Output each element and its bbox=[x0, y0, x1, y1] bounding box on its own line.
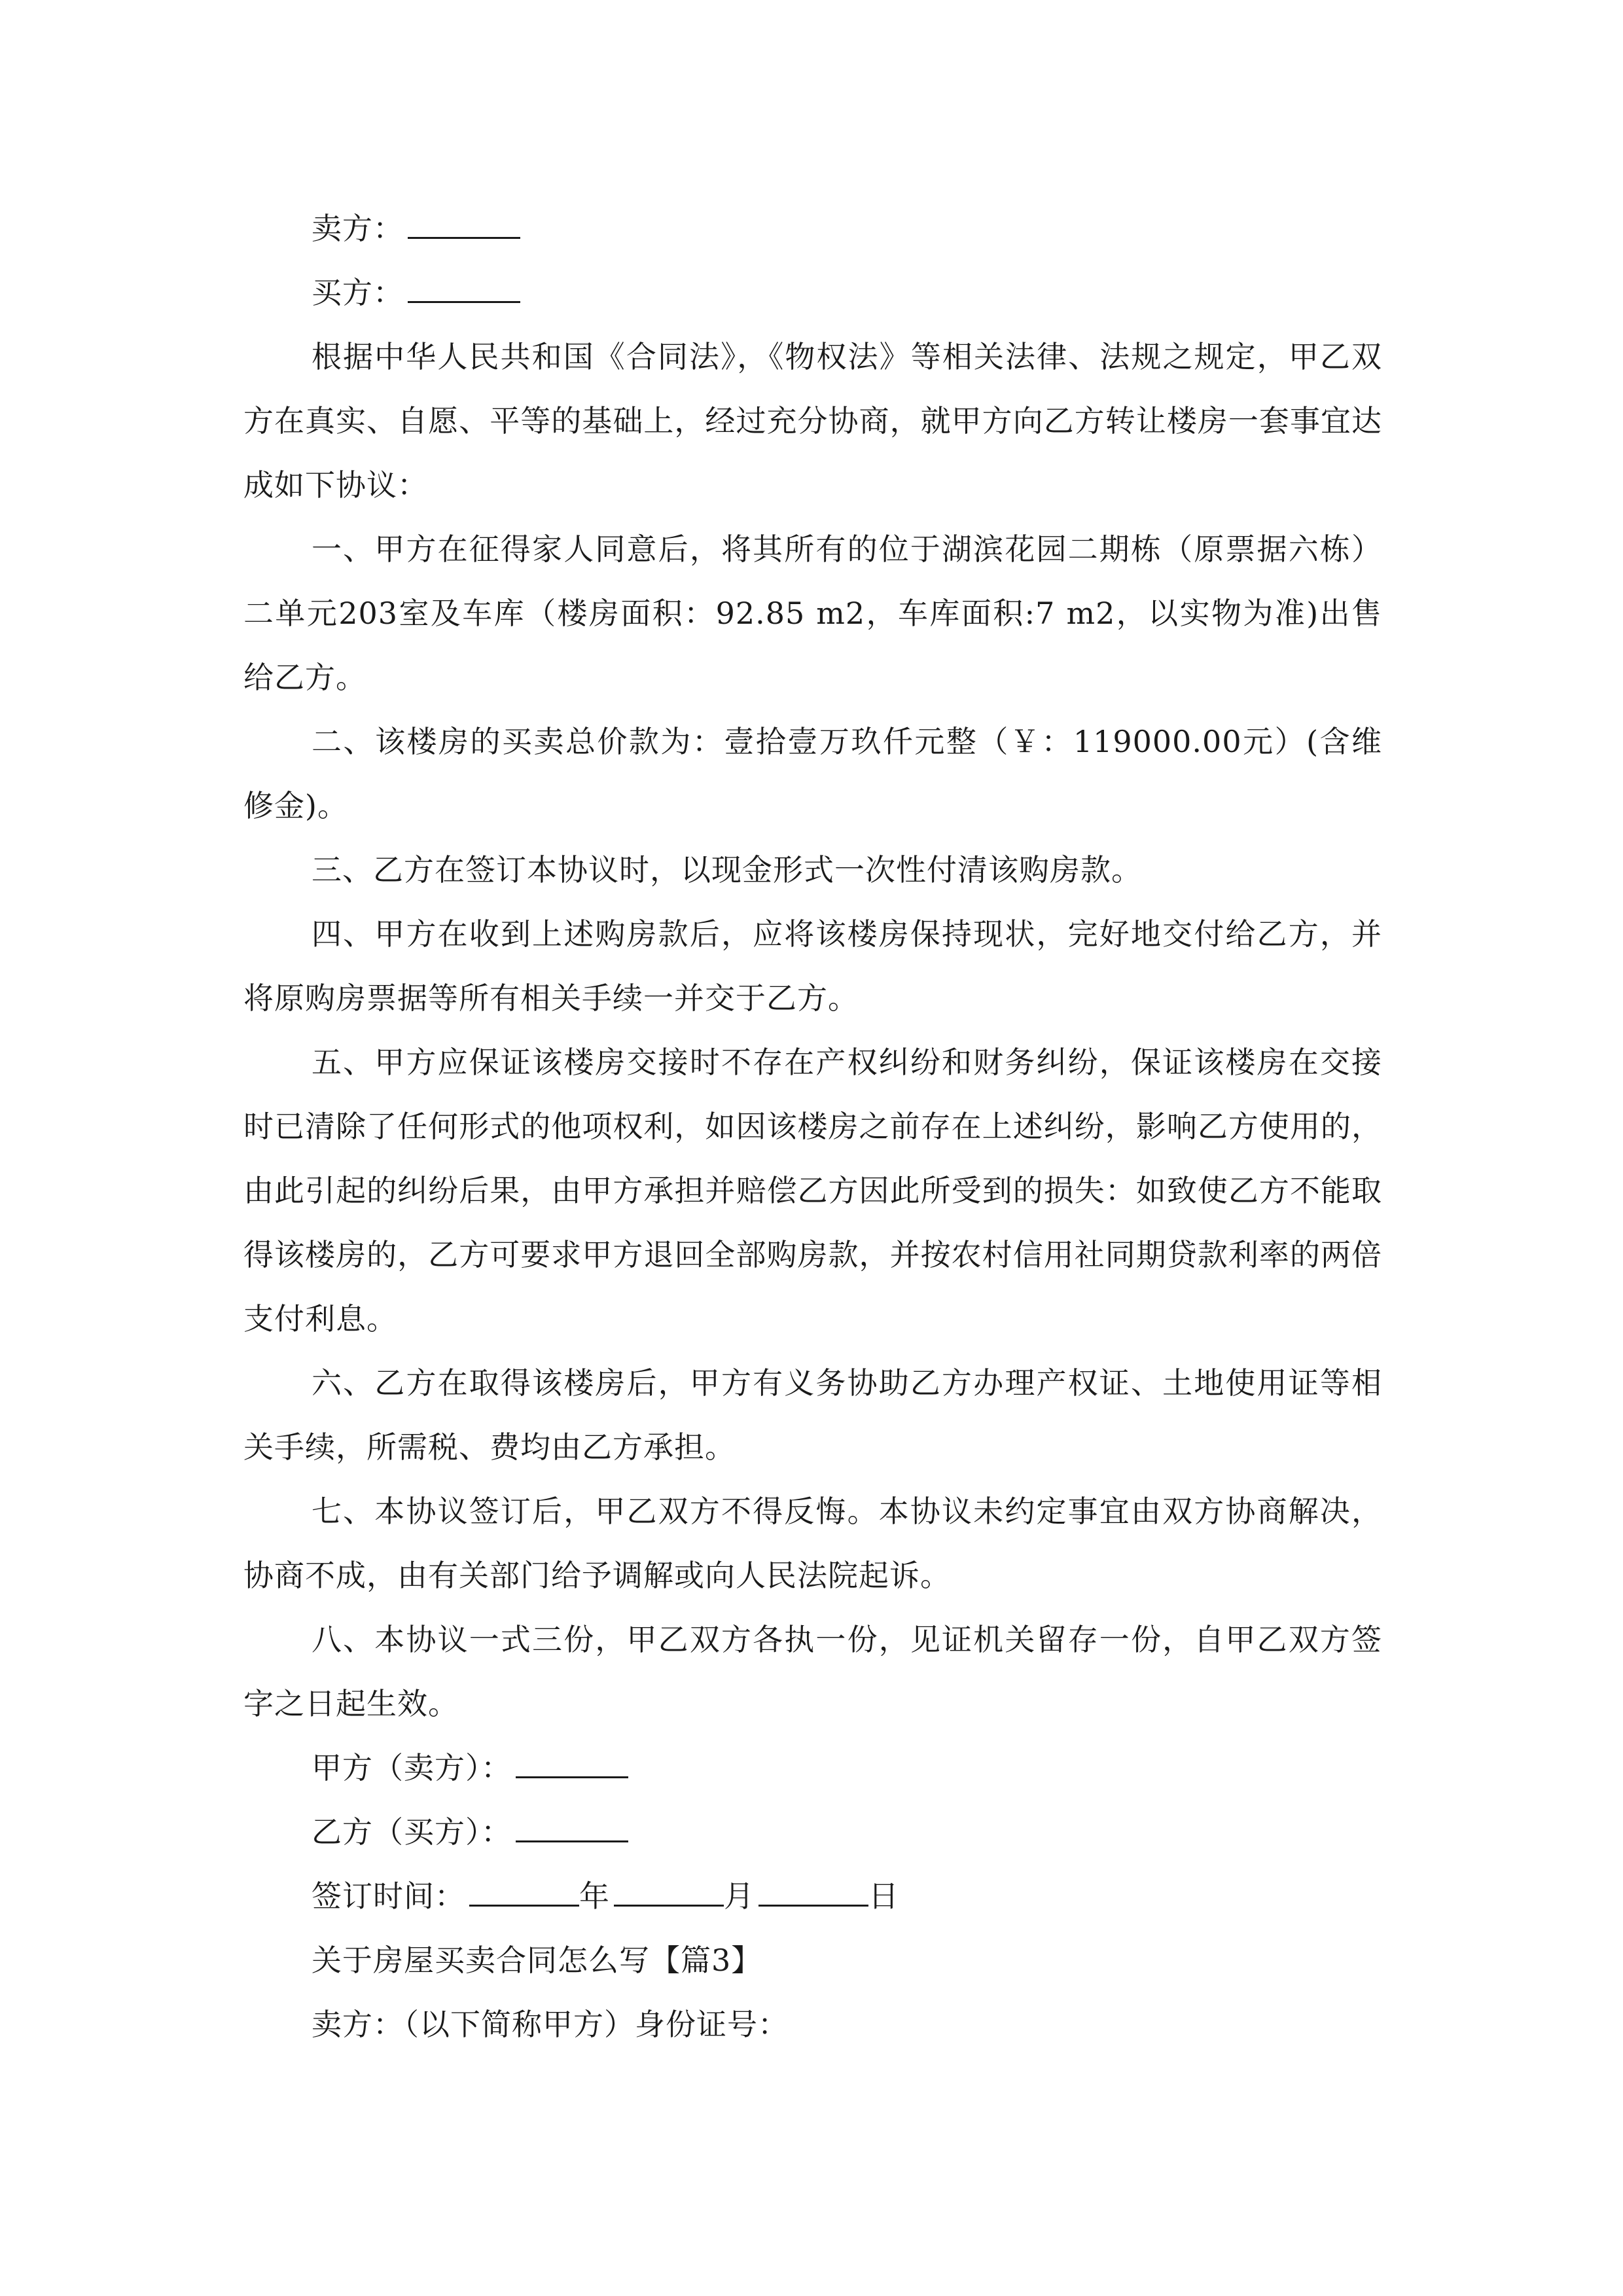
clause-4: 四、甲方在收到上述购房款后，应将该楼房保持现状，完好地交付给乙方，并将原购房票据等所有相关手续一并交于乙方。 bbox=[243, 916, 1382, 1016]
party-a-label: 甲方（卖方）： bbox=[312, 1750, 512, 1785]
buyer-label: 买方： bbox=[312, 275, 404, 310]
sign-time-label: 签订时间： bbox=[312, 1878, 465, 1914]
day-label: 日 bbox=[868, 1878, 899, 1914]
party-a-blank bbox=[516, 1742, 628, 1778]
next-seller-line: 卖方：（以下简称甲方）身份证号： bbox=[312, 2007, 789, 2042]
year-label: 年 bbox=[579, 1878, 610, 1914]
sign-time-line bbox=[243, 1864, 1382, 1928]
section-title: 关于房屋买卖合同怎么写【篇3】 bbox=[312, 1943, 762, 1978]
party-a-signature-line bbox=[243, 1736, 1382, 1800]
clause-2: 二、该楼房的买卖总价款为：壹拾壹万玖仟元整（￥：119000.00元）(含维修金)。 bbox=[243, 724, 1382, 823]
year-blank bbox=[469, 1871, 579, 1907]
month-blank bbox=[614, 1871, 724, 1907]
party-b-signature-line bbox=[243, 1800, 1382, 1864]
party-b-blank bbox=[516, 1806, 628, 1842]
seller-label: 卖方： bbox=[312, 211, 404, 246]
seller-blank bbox=[408, 203, 520, 239]
buyer-line bbox=[243, 260, 1382, 325]
preamble-paragraph: 根据中华人民共和国《合同法》，《物权法》等相关法律、法规之规定，甲乙双方在真实、自愿、平等的基础上，经过充分协商，就甲方向乙方转让楼房一套事宜达成如下协议： bbox=[243, 339, 1382, 503]
seller-line bbox=[243, 196, 1382, 260]
document-body bbox=[243, 196, 1382, 2056]
clause-7: 七、本协议签订后，甲乙双方不得反悔。本协议未约定事宜由双方协商解决，协商不成，由有关部门给予调解或向人民法院起诉。 bbox=[243, 1494, 1382, 1593]
clause-8: 八、本协议一式三份，甲乙双方各执一份，见证机关留存一份，自甲乙双方签字之日起生效。 bbox=[243, 1622, 1382, 1721]
clause-3: 三、乙方在签订本协议时，以现金形式一次性付清该购房款。 bbox=[312, 852, 1142, 888]
month-label: 月 bbox=[724, 1878, 755, 1914]
day-blank bbox=[758, 1871, 868, 1907]
clause-6: 六、乙方在取得该楼房后，甲方有义务协助乙方办理产权证、土地使用证等相关手续，所需税、费均由乙方承担。 bbox=[243, 1365, 1382, 1465]
buyer-blank bbox=[408, 267, 520, 303]
clause-5: 五、甲方应保证该楼房交接时不存在产权纠纷和财务纠纷，保证该楼房在交接时已清除了任何形式的他项权利，如因该楼房之前存在上述纠纷，影响乙方使用的，由此引起的纠纷后果，由甲方承担并赔偿乙方因此所受到的损失：如致使乙方不能取得该楼房的，乙方可要求甲方退回全部购房款，并按农村信用社同期贷款利率的两倍支付利息。 bbox=[243, 1045, 1382, 1336]
party-b-label: 乙方（买方）： bbox=[312, 1814, 512, 1850]
clause-1: 一、甲方在征得家人同意后，将其所有的位于湖滨花园二期栋（原票据六栋）二单元203室及车库（楼房面积：92.85 m2，车库面积:7 m2，以实物为准)出售给乙方。 bbox=[243, 531, 1382, 695]
